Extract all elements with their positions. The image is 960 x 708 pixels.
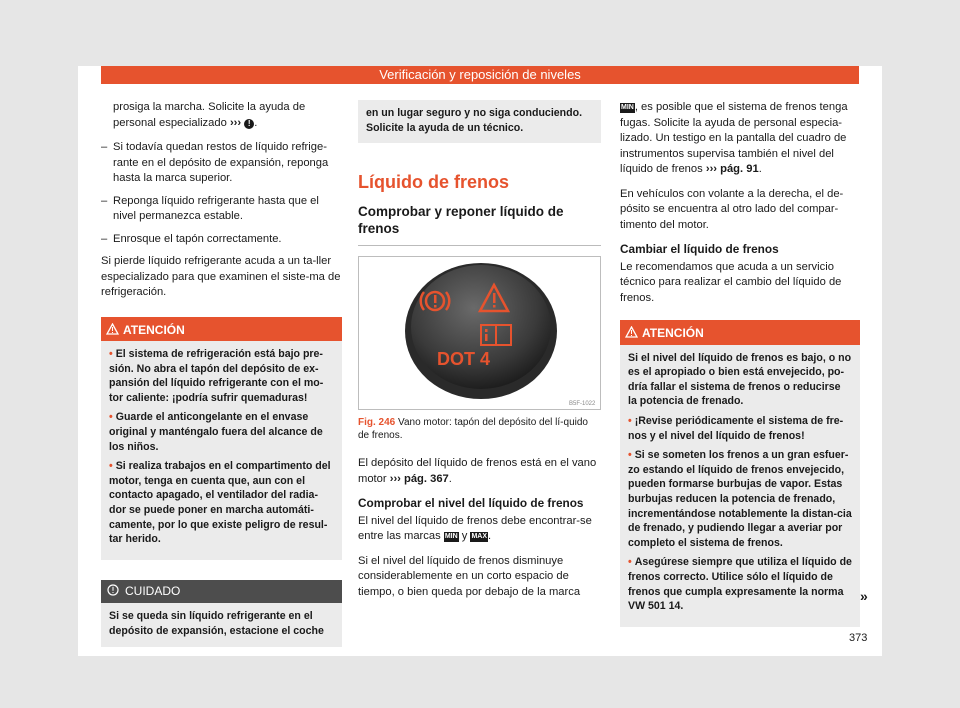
subheading: Comprobar el nivel del líquido de frenos <box>358 496 584 511</box>
figure-brake-fluid-cap <box>358 256 601 410</box>
warning-item: • Asegúrese siempre que utiliza el líquido de frenos correcto. Utilice sólo el líquido de frenos que cumpla expresamente la norma VW 501 14. <box>628 556 852 613</box>
caution-text: Si se queda sin líquido refrigerante en el depósito de expansión, estacione el coche <box>101 603 342 646</box>
warning-item: • Guarde el anticongelante en el envase original y manténgalo fuera del alcance de los niños. <box>109 411 323 453</box>
warning-item: • ¡Revise periódicamente el sistema de fre-nos y el nivel del líquido de frenos! <box>628 414 844 442</box>
page-reference[interactable]: ››› pág. 367 <box>389 472 449 485</box>
warning-ref-icon[interactable]: ! <box>244 119 254 129</box>
list-item: – Si todavía quedan restos de líquido refrige-rante en el depósito de expansión, reponga hasta la marca superior. <box>101 140 342 187</box>
subsection-title: Comprobar y reponer líquido de frenos <box>358 203 601 246</box>
brake-fluid-cap-image <box>359 257 600 409</box>
page-number: 373 <box>849 632 868 644</box>
column-1 <box>101 100 342 647</box>
warning-intro: Si el nivel del líquido de frenos es bajo, o no es el apropiado o bien está envejecido, po-dría fallar el sistema de frenos o reducirse la potencia de frenado. <box>628 351 852 408</box>
paragraph: Si el nivel del líquido de frenos disminuye considerablemente en un corto espacio de tiempo, o bien queda por debajo de la marca <box>358 554 581 598</box>
paragraph: MIN, es posible que el sistema de frenos tenga fugas. Solicite la ayuda de personal especia-lizado. Un testigo en la pantalla del cuadro de instrumentos supervisa también el nivel del líquido de frenos ››› pág. 91. <box>620 101 848 175</box>
warning-item: • El sistema de refrigeración está bajo pre-sión. No abra el tapón del depósito de ex-pansión del líquido refrigerante con el mo-tor caliente: ¡podría sufrir quemaduras! <box>109 348 324 404</box>
dot4-label: DOT 4 <box>437 349 491 370</box>
max-mark: MAX <box>471 533 488 541</box>
paragraph: Si pierde líquido refrigerante acuda a un ta-ller especializado para que examinen el siste-ma de refrigeración. <box>101 255 341 298</box>
paragraph: El depósito del líquido de frenos está en el vano motor ››› pág. 367. <box>358 457 597 485</box>
paragraph: El nivel del líquido de frenos debe encontrar-se entre las marcas MIN y MAX. <box>358 514 592 543</box>
warning-box <box>620 320 860 627</box>
warning-header: ATENCIÓN <box>620 322 860 345</box>
warning-item: • Si realiza trabajos en el compartimento del motor, tenga en cuenta que, aun con el contacto apagado, el ventilador del radia-dor se puede poner en marcha automáti-camente, por lo que existe peligro de resul-tar herido. <box>109 460 331 546</box>
section-title: Líquido de frenos <box>358 172 509 193</box>
caution-box <box>101 580 342 647</box>
list-item: – Enrosque el tapón correctamente. <box>101 232 342 248</box>
list-item: – Reponga líquido refrigerante hasta que el nivel permanezca estable. <box>101 194 342 225</box>
warning-item: • Si se someten los frenos a un gran esfuer-zo estando el líquido de frenos envejecido, pueden formarse burbujas de vapor. Estas burbujas reducen la potencia de frenado, incrementándose notablemente la distan-cia de frenado, y pudiendo llegar a averiar por completo el sistema de frenos. <box>628 449 852 549</box>
figure-code: B5F-1022 <box>569 401 596 408</box>
column-3 <box>620 100 860 627</box>
min-mark: MIN <box>444 533 458 541</box>
section-header: Verificación y reposición de niveles <box>101 66 859 84</box>
info-circle-icon <box>107 584 119 596</box>
warning-triangle-icon <box>625 326 638 338</box>
warning-box <box>101 317 342 560</box>
reference-arrow[interactable]: ››› <box>229 116 242 129</box>
warning-header: ATENCIÓN <box>101 319 342 342</box>
min-mark: MIN <box>621 104 634 111</box>
subheading: Cambiar el líquido de frenos <box>620 242 779 256</box>
paragraph-continuation: prosiga la marcha. Solicite la ayuda de personal especializado ››› ! . <box>113 101 306 129</box>
caution-header: CUIDADO <box>101 580 342 604</box>
warning-triangle-icon <box>106 323 119 335</box>
paragraph: En vehículos con volante a la derecha, el de-pósito se encuentra al otro lado del compar-timento del motor. <box>620 187 844 231</box>
figure-caption: Fig. 246 Vano motor: tapón del depósito del lí-quido de frenos. <box>358 417 588 442</box>
page-reference[interactable]: ››› pág. 91 <box>705 163 759 175</box>
column-2 <box>358 100 601 609</box>
caution-continuation: en un lugar seguro y no siga conduciendo. Solicite la ayuda de un técnico. <box>358 100 601 143</box>
paragraph: Le recomendamos que acuda a un servicio técnico para realizar el cambio del líquido de frenos. <box>620 260 842 304</box>
continue-marker: » <box>860 588 868 604</box>
